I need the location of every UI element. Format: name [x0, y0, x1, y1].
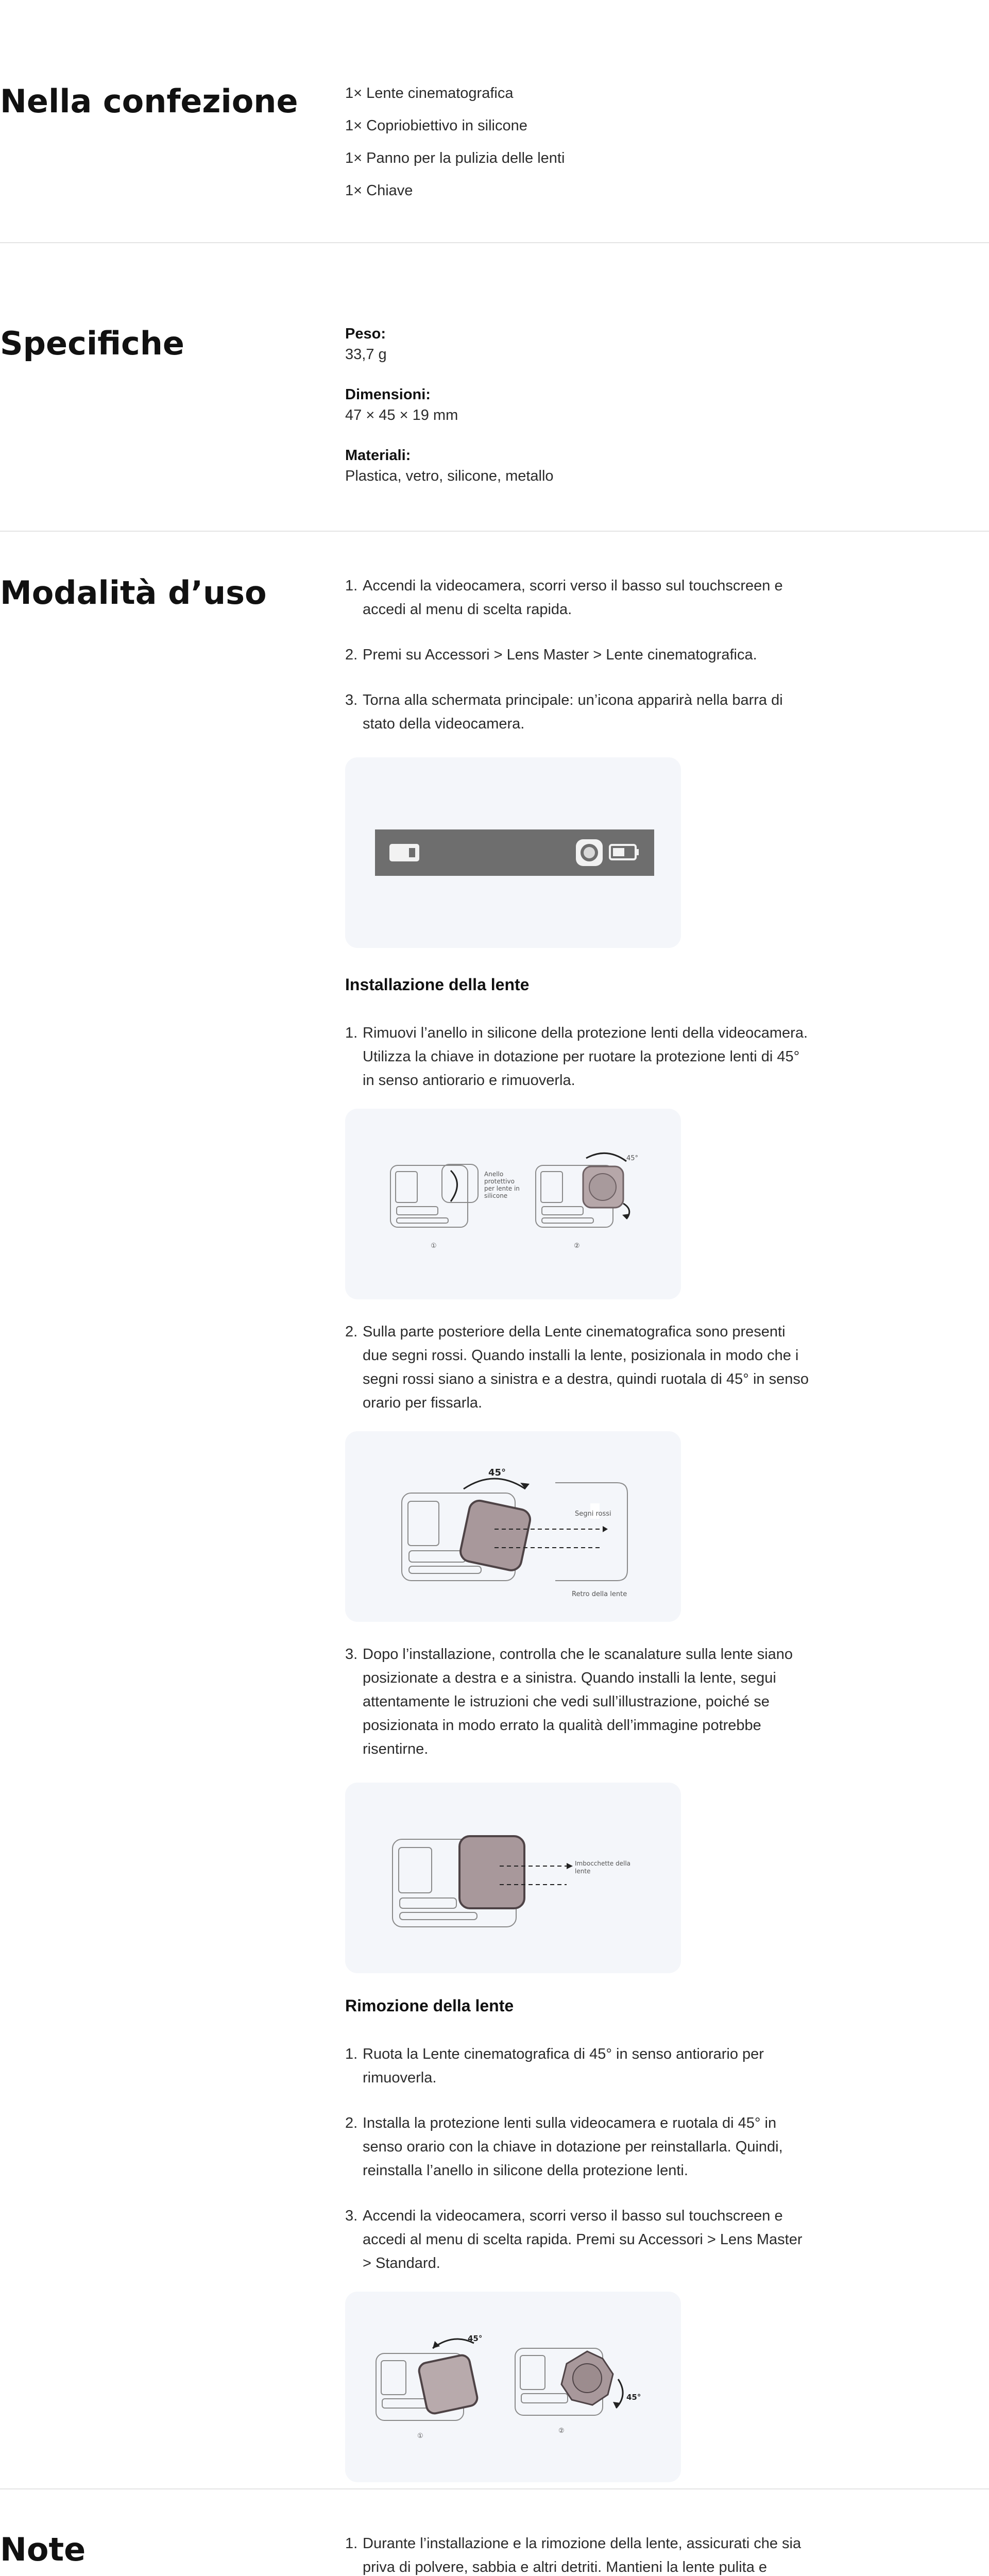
notes-content: [345, 2532, 809, 2576]
section-title: Specifiche: [0, 325, 184, 362]
marks-label: Segni rossi: [575, 1510, 611, 1518]
install-steps-continued: [345, 1642, 809, 1761]
ring-label: Anello protettivo per lente in silicone: [484, 1171, 520, 1199]
step-2-label: ②: [574, 1242, 580, 1250]
box-contents-list: [345, 81, 809, 211]
install-steps: [345, 1021, 809, 1092]
angle-label: 45°: [626, 2393, 641, 2402]
step-1-label: ①: [417, 2432, 423, 2440]
spec-value-dimensions: 47 × 45 × 19 mm: [345, 407, 458, 423]
list-item: 1× Lente cinematografica: [345, 85, 514, 101]
list-item: 3. Torna alla schermata principale: un’icona apparirà nella barra di stato della videocamera.: [345, 692, 783, 732]
lens-back-label: Retro della lente: [572, 1590, 627, 1598]
spec-value-materials: Plastica, vetro, silicone, metallo: [345, 468, 554, 484]
specs-list: [345, 324, 809, 506]
angle-label: 45°: [468, 2334, 483, 2343]
list-item: 3. Dopo l’installazione, controlla che le scanalature sulla lente siano posizionate a destra e a sinistra. Quando installi la lente, segui attentamente le istruzioni che vedi sull’illustrazione, poiché se posizionata in modo errato la qualità dell’immagine potrebbe risentirne.: [345, 1646, 793, 1757]
list-item: 3. Accendi la videocamera, scorri verso il basso sul touchscreen e accedi al menu di scelta rapida. Premi su Accessori > Lens Master > Standard.: [345, 2208, 803, 2272]
section-title: Note: [0, 2531, 86, 2568]
spec-label-materials: Materiali:: [345, 447, 411, 464]
usage-content: [345, 574, 809, 2503]
usage-steps: [345, 574, 809, 736]
list-item: 1× Panno per la pulizia delle lenti: [345, 150, 565, 166]
remove-ring-illustration: [345, 1109, 681, 1299]
removal-heading: Rimozione della lente: [345, 1996, 514, 2015]
section-title: Modalità d’uso: [0, 574, 267, 612]
status-bar-illustration: [345, 757, 681, 948]
step-2-label: ②: [558, 2427, 565, 2435]
spec-label-dimensions: Dimensioni:: [345, 386, 431, 403]
notes-list: [345, 2532, 809, 2576]
section-notes: [0, 2488, 989, 2576]
list-item: 1. Rimuovi l’anello in silicone della protezione lenti della videocamera. Utilizza la chiave in dotazione per ruotare la protezione lenti di 45° in senso antiorario e rimuoverla.: [345, 1025, 808, 1089]
spec-value-weight: 33,7 g: [345, 346, 387, 363]
removal-steps: [345, 2042, 809, 2275]
list-item: 2. Installa la protezione lenti sulla videocamera e ruotala di 45° in senso orario con la chiave in dotazione per reinstallarla. Quindi, reinstalla l’anello in silicone della protezione lenti.: [345, 2115, 783, 2179]
spec-label-weight: Peso:: [345, 326, 386, 342]
list-item: 1× Chiave: [345, 182, 413, 199]
section-title: Nella confezione: [0, 82, 298, 120]
install-steps-continued: [345, 1320, 809, 1415]
section-in-the-box: [0, 0, 989, 243]
section-usage: [0, 531, 989, 2489]
removal-illustration: [345, 2292, 681, 2482]
list-item: 1. Ruota la Lente cinematografica di 45° in senso antiorario per rimuoverla.: [345, 2046, 764, 2086]
lock-label: Imbocchette della lente: [575, 1860, 630, 1875]
install-heading: Installazione della lente: [345, 975, 530, 994]
list-item: 1× Copriobiettivo in silicone: [345, 117, 527, 134]
list-item: 1. Durante l’installazione e la rimozione della lente, assicurati che sia priva di polvere, sabbia e altri detriti. Mantieni la lente pulita e: [345, 2535, 802, 2575]
red-marks-illustration: [345, 1431, 681, 1622]
lens-grooves-illustration: [345, 1783, 681, 1973]
list-item: 1. Accendi la videocamera, scorri verso il basso sul touchscreen e accedi al menu di scelta rapida.: [345, 578, 783, 618]
section-specs: [0, 242, 989, 532]
angle-label: 45°: [488, 1467, 506, 1478]
list-item: 2. Sulla parte posteriore della Lente cinematografica sono presenti due segni rossi. Quando installi la lente, posizionala in modo che i segni rossi siano a sinistra e a destra, quindi ruotala di 45° in senso orario per fissarla.: [345, 1324, 809, 1411]
step-1-label: ①: [431, 1242, 437, 1250]
list-item: 2. Premi su Accessori > Lens Master > Lente cinematografica.: [345, 647, 757, 663]
angle-label: 45°: [626, 1155, 639, 1162]
